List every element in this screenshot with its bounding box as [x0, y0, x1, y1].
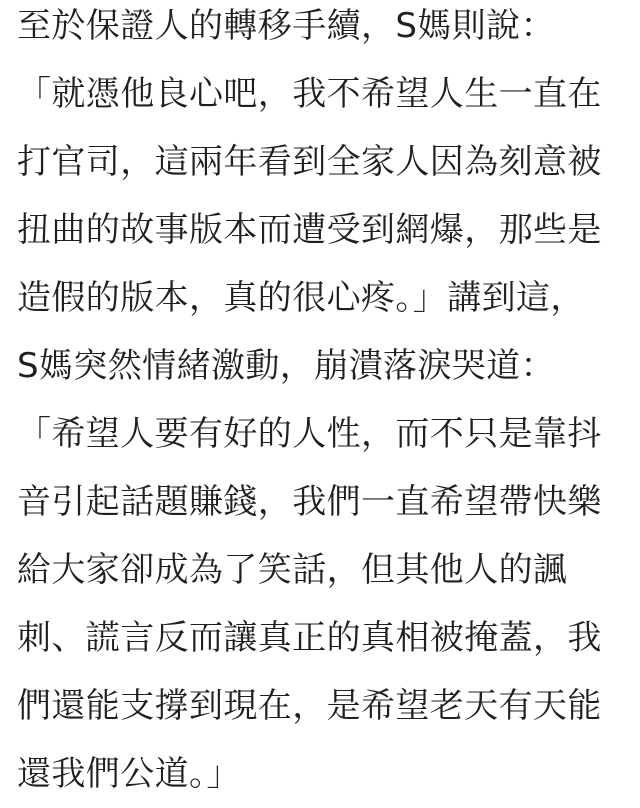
- text-line: 們還能支撐到現在，是希望老天有天能: [17, 686, 602, 726]
- text-line: 音引起話題賺錢，我們一直希望帶快樂: [17, 482, 602, 522]
- text-line: 造假的版本，真的很心疼。」講到這，: [17, 278, 585, 318]
- text-line: 刺、謊言反而讓真正的真相被掩蓋，我: [17, 618, 602, 658]
- text-line: 打官司，這兩年看到全家人因為刻意被: [17, 142, 602, 182]
- text-line: 「就憑他良心吧，我不希望人生一直在: [17, 74, 602, 114]
- text-line: 「希望人要有好的人性，而不只是靠抖: [17, 414, 602, 454]
- text-line: 給大家卻成為了笑話，但其他人的諷: [17, 550, 568, 590]
- text-line: 還我們公道。」: [17, 754, 241, 794]
- text-line: 至於保證人的轉移手續，S媽則說：: [17, 6, 555, 46]
- text-line: S媽突然情緒激動，崩潰落淚哭道：: [17, 346, 555, 386]
- text-line: 扭曲的故事版本而遭受到網爆，那些是: [17, 210, 602, 250]
